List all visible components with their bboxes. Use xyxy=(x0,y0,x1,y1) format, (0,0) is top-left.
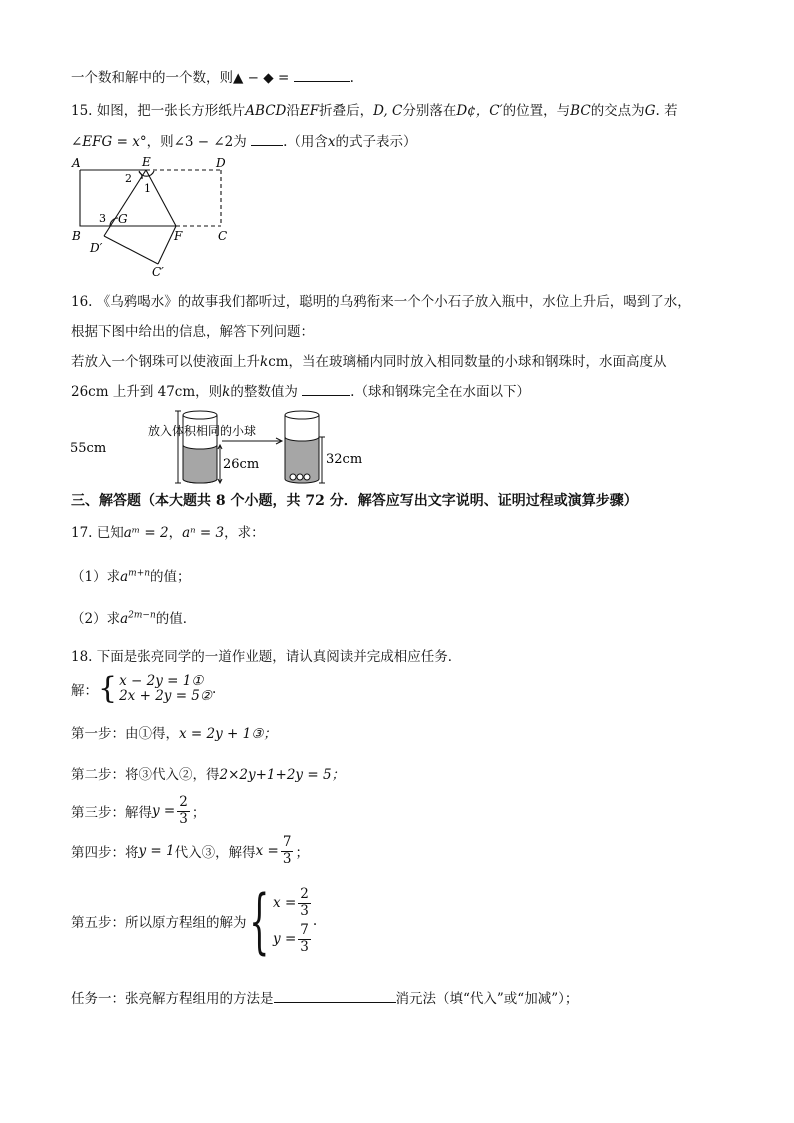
q16-cylinder-figure xyxy=(70,405,370,487)
cyl2-top xyxy=(285,411,319,419)
solution-brace: { xyxy=(248,880,269,962)
ball-2 xyxy=(297,474,303,480)
cyl1-water xyxy=(183,445,217,483)
label-Cprime: C′ xyxy=(152,265,164,279)
q16-line2: 根据下图中给出的信息，解答下列问题： xyxy=(71,324,314,340)
label-1: 1 xyxy=(144,182,151,195)
label-Dprime: D′ xyxy=(90,241,103,255)
left-brace: { xyxy=(98,671,118,706)
task1-answer-blank[interactable] xyxy=(274,990,396,1003)
ball-3 xyxy=(304,474,310,480)
section-3-title: 三、解答题（本大题共 8 个小题，共 72 分．解答应写出文字说明、证明过程或演算步骤） xyxy=(71,493,638,509)
q15-line1: 15. 如图，把一张长方形纸片ABCD沿EF折叠后，D, C分别落在D¢，C′的位置，与BC的交点为G. 若 xyxy=(71,103,678,119)
label-2: 2 xyxy=(125,172,132,185)
label-arrow: 放入体积相同的小球 xyxy=(148,424,257,438)
label-D: D xyxy=(216,156,226,170)
q17-stem: 17. 已知aᵐ = 2，aⁿ = 3，求： xyxy=(71,525,265,541)
label-G: G xyxy=(118,212,128,226)
ball-1 xyxy=(290,474,296,480)
q15-line2: ∠EFG = x°，则∠3 − ∠2为 .（用含x的式子表示） xyxy=(71,134,417,150)
label-B: B xyxy=(72,229,81,243)
q16-line3: 若放入一个钢珠可以使液面上升kcm，当在玻璃桶内同时放入相同数量的小球和钢珠时，水面高度从 xyxy=(71,354,667,370)
equation-2: 2x + 2y = 5② xyxy=(119,688,212,704)
q14-tail-line: 一个数和解中的一个数，则▲ − ◆ = . xyxy=(71,70,354,86)
q15-answer-blank[interactable] xyxy=(251,133,283,146)
q18-step2: 第二步：将③代入②，得2×2y+1+2y = 5； xyxy=(71,767,346,783)
q17-part2: （2）求$a^{2m-n}$的值． xyxy=(71,610,197,627)
label-26cm: 26cm xyxy=(223,457,260,472)
q15-fold-figure xyxy=(66,152,246,280)
label-C: C xyxy=(218,229,228,243)
label-E: E xyxy=(142,155,151,169)
cyl1-top xyxy=(183,411,217,419)
q17-part1: （1）求$a^{m+n}$的值； xyxy=(71,568,191,585)
label-F: F xyxy=(174,229,183,243)
q16-line1: 16. 《乌鸦喝水》的故事我们都听过，聪明的乌鸦衔来一个个小石子放入瓶中，水位上升后，喝到了水， xyxy=(71,294,691,310)
q16-answer-blank[interactable] xyxy=(302,383,350,396)
fold-EF xyxy=(146,170,176,226)
q18-step3: 第三步：解得 y = $\frac{2}{3}$ ； xyxy=(71,794,206,827)
q18-step5: 第五步：所以原方程组的解为 { x = $\frac{2}{3}$ y = $\frac{7}{3}$ . xyxy=(71,880,318,962)
q18-intro: 18. 下面是张亮同学的一道作业题，请认真阅读并完成相应任务． xyxy=(71,649,462,665)
q14-answer-blank[interactable] xyxy=(294,69,350,82)
label-3: 3 xyxy=(99,212,106,225)
edge-DpCp xyxy=(104,236,158,264)
q18-task1: 任务一：张亮解方程组用的方法是 消元法（填“代入”或“加减”）； xyxy=(71,991,579,1007)
q16-line4: 26cm 上升到 47cm，则k的整数值为 .（球和钢珠完全在水面以下） xyxy=(71,384,530,400)
equation-1: x − 2y = 1① xyxy=(119,673,204,689)
q18-system: 解： { x − 2y = 1① 2x + 2y = 5② . xyxy=(71,671,217,706)
q18-step1: 第一步：由①得，x = 2y + 1③； xyxy=(71,726,277,742)
label-32cm: 32cm xyxy=(326,452,363,467)
label-A: A xyxy=(72,156,81,170)
label-55cm: 55cm xyxy=(70,441,107,456)
q18-step4: 第四步：将 y = 1 代入③，解得 x = $\frac{7}{3}$ ； xyxy=(71,834,309,867)
